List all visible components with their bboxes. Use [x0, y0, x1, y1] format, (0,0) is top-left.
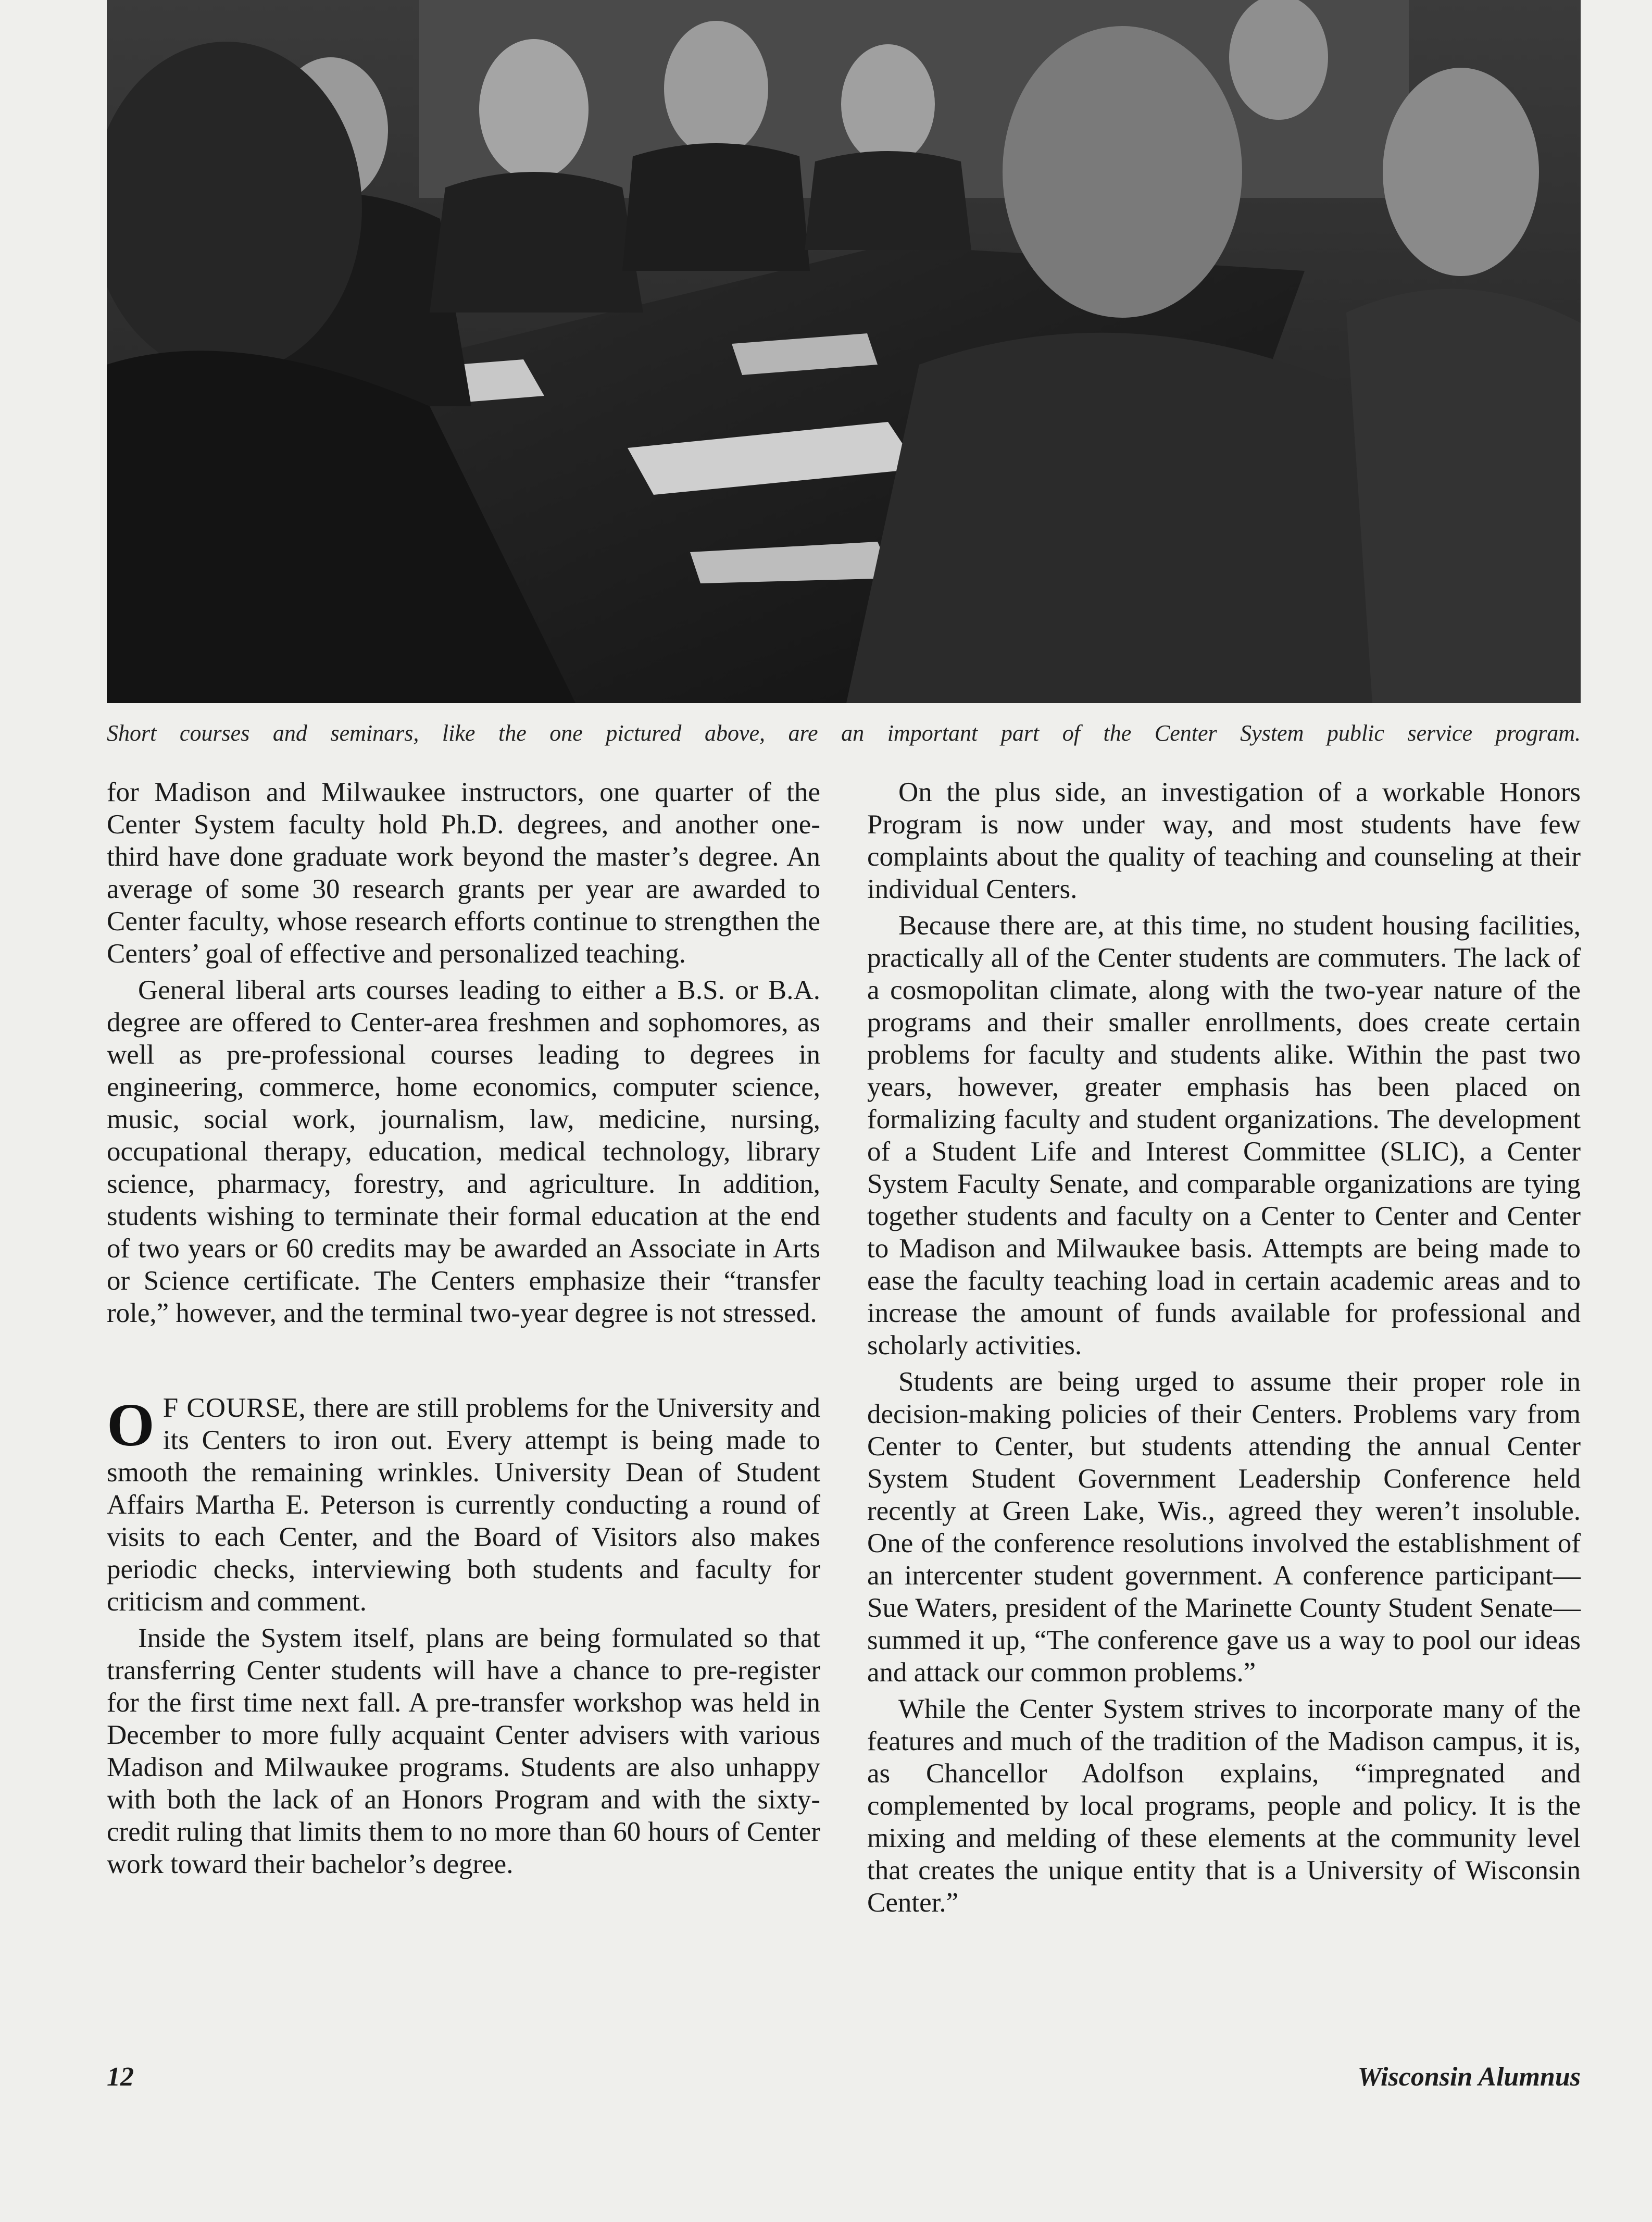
meeting-photo: [107, 0, 1581, 703]
drop-cap: O: [107, 1391, 155, 1459]
right-paragraph-1: On the plus side, an investigation of a workable Honors Program is now under way, and most students have few complaints about the quality of teaching and counseling at their individual Centers.: [867, 777, 1581, 904]
left-paragraph-2: General liberal arts courses leading to either a B.S. or B.A. degree are offered to Center-area freshmen and sophomores, as well as pre-professional courses leading to degrees in engineering, commerce, home economics, computer science, music, social work, journalism, law, medicine, nursing, occupational therapy, education, medical technology, library science, pharmacy, forestry, and agriculture. In addition, students wishing to terminate their formal education at the end of two years or 60 credits may be awarded an Associate in Arts or Science certificate. The Centers emphasize their “transfer role,” however, and the terminal two-year degree is not stressed.: [107, 975, 820, 1328]
right-paragraph-2: Because there are, at this time, no student housing facilities, practically all of the Center students are commuters. The lack of a cosmopolitan climate, along with the two-year nature of the programs and their smaller enrollments, does create certain problems for faculty and students alike. Within the past two years, however, greater emphasis has been placed on formalizing faculty and student organizations. The development of a Student Life and Interest Committee (SLIC), a Center System Faculty Senate, and comparable organizations are tying together students and faculty on a Center to Center and Center to Madison and Milwaukee basis. Attempts are being made to ease the faculty teaching load in certain academic areas and to increase the amount of funds available for professional and scholarly activities.: [867, 910, 1581, 1360]
section-break: [107, 1329, 820, 1392]
right-column: [867, 776, 1581, 1919]
photo-caption: Short courses and seminars, like the one pictured above, are an important part of the Center System public service program.: [107, 720, 1581, 746]
right-paragraph-3: Students are being urged to assume their proper role in decision-making policies of their Centers. Problems vary from Center to Center, but students attending the annual Center System Student Government Leadership Conference held recently at Green Lake, Wis., agreed they weren’t insoluble. One of the conference resolutions involved the establishment of an intercenter student government. A conference participant—Sue Waters, president of the Marinette County Student Senate—summed it up, “The conference gave us a way to pool our ideas and attack our common problems.”: [867, 1367, 1581, 1688]
page-number: 12: [107, 2062, 134, 2092]
left-paragraph-1: for Madison and Milwaukee instructors, one quarter of the Center System faculty hold Ph.D. degrees, and another one-third have done graduate work beyond the master’s degree. An average of some 30 research grants per year are awarded to Center faculty, whose research efforts continue to strengthen the Centers’ goal of effective and personalized teaching.: [107, 777, 820, 969]
right-paragraph-4: While the Center System strives to incorporate many of the features and much of the tradition of the Madison campus, it is, as Chancellor Adolfson explains, “impregnated and complemented by local programs, people and policy. It is the mixing and melding of these elements at the community level that creates the unique entity that is a University of Wisconsin Center.”: [867, 1694, 1581, 1918]
left-paragraph-3-body: there are still problems for the University and its Centers to iron out. Every attempt is being made to smooth the remaining wrinkles. University Dean of Student Affairs Martha E. Peterson is currently conducting a round of visits to each Center, and the Board of Visitors also makes periodic checks, interviewing both students and faculty for criticism and comment.: [107, 1393, 821, 1617]
section-lead: F COURSE,: [162, 1393, 306, 1423]
meeting-photo-icon: [107, 0, 1581, 703]
magazine-title: Wisconsin Alumnus: [1357, 2062, 1581, 2092]
left-paragraph-4: Inside the System itself, plans are being formulated so that transferring Center students will have a chance to pre-register for the first time next fall. A pre-transfer workshop was held in December to more fully acquaint Center advisers with various Madison and Milwaukee programs. Students are also unhappy with both the lack of an Honors Program and with the sixty-credit ruling that limits them to no more than 60 hours of Center work toward their bachelor’s degree.: [107, 1623, 820, 1879]
left-paragraph-3: [107, 1392, 820, 1618]
left-column: [107, 776, 820, 1880]
